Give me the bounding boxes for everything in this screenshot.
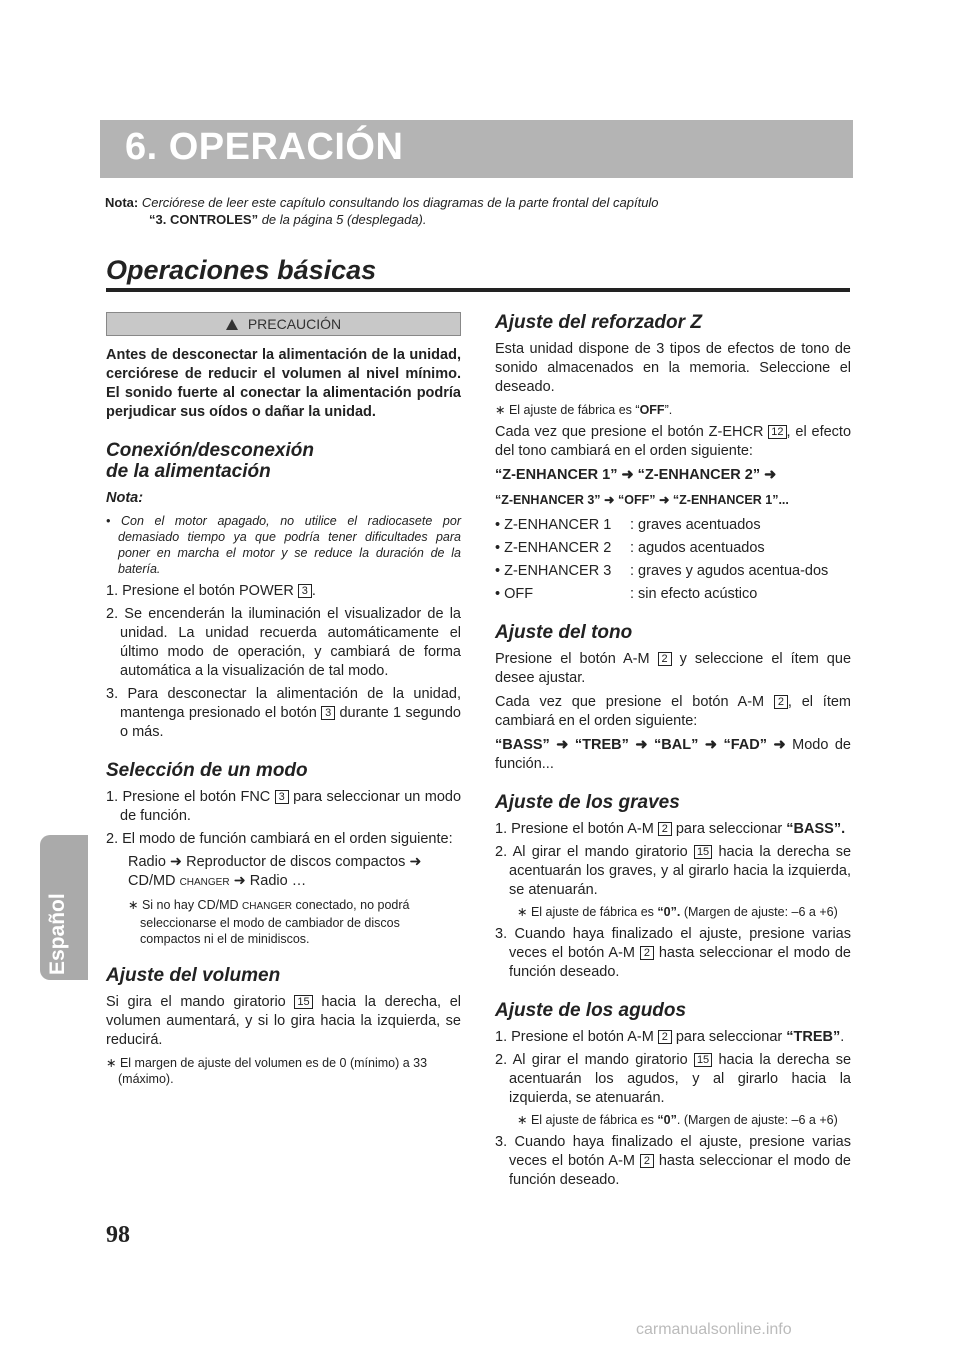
bass-step-1 (495, 820, 851, 839)
key-3-icon: 3 (298, 584, 312, 598)
right-column (495, 312, 851, 1194)
arrow-icon: ➜ (409, 854, 422, 870)
key-15-icon: 15 (694, 1053, 712, 1067)
tone-text-1b: y seleccione el ítem que desee ajustar. (495, 651, 852, 686)
bass-step-2-text: 2. Al girar el mando giratorio (495, 844, 688, 860)
power-step-3-text: 3. Para desconectar la alimentación de la unidad, mantenga presionado el botón (106, 686, 461, 721)
power-step-3 (106, 685, 461, 742)
power-step-1 (106, 582, 461, 601)
bass-step-3-text: 3. Cuando haya finalizado el ajuste, presione varias veces el botón A-M (495, 926, 851, 961)
mode-seq-changer: CHANGER (179, 877, 230, 888)
zenh-ast-end: ”. (664, 403, 673, 417)
tone-text-2 (495, 693, 851, 731)
power-note-text: • Con el motor apagado, no utilice el radiocasete por demasiado tiempo ya que podría tener dificultades para poner en marcha el motor y se reduce la duración de la batería. (106, 514, 461, 576)
note-text-1: Cerciórese de leer este capítulo consultando los diagramas de la parte frontal del capítulo (141, 195, 659, 210)
zenh-item-value: : sin efecto acústico (630, 586, 758, 602)
treble-step-2 (495, 1051, 851, 1108)
zenh-item-value: : graves acentuados (630, 517, 761, 533)
treble-ast-text: ∗ El ajuste de fábrica es (517, 1113, 654, 1127)
zenh-press (495, 423, 851, 461)
key-2-icon: 2 (640, 946, 654, 960)
treble-asterisk-note (517, 1112, 851, 1128)
treble-step-1-end: para seleccionar (675, 1029, 783, 1045)
treble-title: Ajuste de los agudos (495, 1000, 687, 1021)
note-ref: “3. CONTROLES” (149, 212, 259, 227)
volume-text (106, 993, 461, 1050)
mode-ast-text-2: conectado, no podrá seleccionarse el modo de cambiador de discos compactos ni el de minidiscos. (140, 898, 410, 946)
treble-step-2-end: hacia la derecha se acentuarán los agudos, y al girarlo hacia la izquierda, se atenuarán. (509, 1052, 852, 1106)
zenh-item-value: : agudos acentuados (630, 540, 765, 556)
zenh-ast-off: OFF (639, 403, 665, 417)
mode-seq-radio-end: Radio … (249, 873, 307, 889)
bass-ast-range: (Margen de ajuste: –6 a +6) (683, 905, 838, 919)
bass-step-2-end: hacia la derecha se acentuarán los graves, y al girarlo hacia la izquierda, se atenuarán. (509, 844, 852, 898)
mode-step-1 (106, 788, 461, 826)
caution-label: PRECAUCIÓN (247, 316, 342, 332)
mode-seq-cd: Reproductor de discos compactos (186, 854, 406, 870)
mode-step-1-end: para seleccionar un modo de función. (120, 789, 462, 824)
zenh-sequence-1: “Z-ENHANCER 1” ➜ “Z-ENHANCER 2” ➜ (495, 467, 777, 483)
bass-asterisk-note (517, 904, 851, 920)
bass-ast-text: ∗ El ajuste de fábrica es (517, 905, 654, 919)
key-2-icon: 2 (658, 822, 672, 836)
bass-step-1-text: 1. Presione el botón A-M (495, 821, 654, 837)
volume-title: Ajuste del volumen (106, 965, 281, 986)
key-3-icon: 3 (321, 706, 335, 720)
zenh-press-text: Cada vez que presione el botón Z-EHCR (495, 424, 764, 440)
bass-title: Ajuste de los graves (495, 792, 680, 813)
bass-ast-value: “0”. (657, 905, 681, 919)
key-2-icon: 2 (658, 652, 672, 666)
key-15-icon: 15 (694, 845, 712, 859)
section-rule (106, 288, 850, 292)
zenh-list-item (495, 562, 851, 581)
mode-title: Selección de un modo (106, 760, 308, 781)
treble-step-3-text: 3. Cuando haya finalizado el ajuste, presione varias veces el botón A-M (495, 1134, 851, 1169)
key-12-icon: 12 (768, 425, 786, 439)
power-note-label: Nota: (106, 490, 144, 506)
section-title: Operaciones básicas (106, 255, 377, 285)
treble-ast-range: . (Margen de ajuste: –6 a +6) (676, 1113, 838, 1127)
note-label: Nota: (105, 195, 139, 210)
bass-step-1-end: para seleccionar (675, 821, 783, 837)
bass-step-3-end: hasta seleccionar el modo de función deseado. (509, 945, 851, 980)
zenh-intro: Esta unidad dispone de 3 tipos de efectos de tono de sonido almacenados en la memoria. Seleccione el deseado. (495, 341, 851, 395)
chapter-title: 6. OPERACIÓN (125, 126, 404, 168)
key-2-icon: 2 (640, 1154, 654, 1168)
tone-seq-items: “BASS” ➜ “TREB” ➜ “BAL” ➜ “FAD” ➜ (495, 737, 786, 753)
mode-seq-radio: Radio (128, 854, 166, 870)
zenh-sequence-2: “Z-ENHANCER 3” ➜ “OFF” ➜ “Z-ENHANCER 1”... (495, 493, 789, 507)
mode-step-2: 2. El modo de función cambiará en el orden siguiente: (106, 831, 453, 847)
zenh-item-key: • Z-ENHANCER 2 (495, 540, 612, 556)
caution-text: Antes de desconectar la alimentación de la unidad, cerciórese de reducir el volumen al nivel mínimo. El sonido fuerte al conectar la alimentación podría perjudicar sus oídos o dañar la unidad. (106, 347, 461, 420)
power-step-2: 2. Se encenderán la iluminación el visualizador de la unidad. La unidad recuerda automáticamente el último modo de operación, y cambiará de forma automática a la visualización de tal modo. (106, 606, 461, 679)
caution-header (106, 312, 461, 336)
watermark: carmanualsonline.info (636, 1321, 792, 1338)
zenh-asterisk-note (495, 402, 851, 418)
power-title-line-1: Conexión/desconexión (106, 440, 314, 461)
zenh-item-key: • OFF (495, 586, 534, 602)
arrow-icon: ➜ (233, 873, 246, 889)
warning-icon (226, 319, 238, 330)
chapter-note (105, 194, 855, 228)
zenh-item-key: • Z-ENHANCER 3 (495, 563, 612, 579)
power-step-3-end: durante 1 segundo o más. (120, 705, 461, 740)
power-title-line-2: de la alimentación (106, 461, 271, 482)
tone-text-2b: , el ítem cambiará en el orden siguiente: (495, 694, 851, 729)
mode-ast-text-1: ∗ Si no hay CD/MD (128, 898, 239, 912)
bass-step-1-value: “BASS”. (786, 821, 846, 837)
treble-step-3 (495, 1133, 851, 1190)
language-side-tab (40, 835, 88, 980)
treble-step-3-end: hasta seleccionar el modo de función deseado. (509, 1153, 851, 1188)
mode-sequence (128, 853, 461, 892)
power-step-1-text: 1. Presione el botón POWER (106, 583, 294, 599)
power-title (106, 440, 461, 482)
mode-asterisk-note (128, 897, 461, 947)
volume-text-2: hacia la derecha, el volumen aumentará, y si lo gira hacia la izquierda, se reducirá. (106, 994, 462, 1048)
zenh-ast-text: ∗ El ajuste de fábrica es “ (495, 403, 640, 417)
treble-step-1 (495, 1028, 851, 1047)
left-column (106, 312, 461, 1092)
key-2-icon: 2 (774, 695, 788, 709)
page-number: 98 (106, 1222, 130, 1248)
key-15-icon: 15 (294, 995, 312, 1009)
zenh-title: Ajuste del reforzador Z (495, 312, 702, 333)
volume-text-1: Si gira el mando giratorio (106, 994, 286, 1010)
arrow-icon: ➜ (169, 854, 183, 870)
tone-title: Ajuste del tono (495, 622, 633, 643)
tone-text-1 (495, 650, 851, 688)
mode-seq-cdmd: CD/MD (128, 873, 176, 889)
treble-step-1-text: 1. Presione el botón A-M (495, 1029, 654, 1045)
note-text-2: de la página 5 (desplegada). (261, 212, 427, 227)
volume-asterisk-note: ∗ El margen de ajuste del volumen es de 0 (mínimo) a 33 (máximo). (106, 1056, 428, 1086)
mode-ast-changer: CHANGER (242, 901, 293, 912)
zenh-press-end: , el efecto del tono cambiará en el orden siguiente: (495, 424, 852, 459)
power-step-1-end: . (311, 583, 316, 599)
tone-text-2a: Cada vez que presione el botón A-M (495, 694, 765, 710)
tone-seq-tail: Modo de función... (495, 737, 852, 772)
treble-step-1-value: “TREB” (786, 1029, 841, 1045)
zenh-list-item (495, 585, 851, 604)
treble-step-1-dot: . (840, 1029, 845, 1045)
key-3-icon: 3 (275, 790, 289, 804)
zenh-list-item (495, 539, 851, 558)
mode-step-1-text: 1. Presione el botón FNC (106, 789, 271, 805)
tone-text-1a: Presione el botón A-M (495, 651, 650, 667)
side-tab-label: Español (46, 893, 69, 975)
zenh-item-key: • Z-ENHANCER 1 (495, 517, 612, 533)
tone-sequence (495, 736, 851, 774)
bass-step-2 (495, 843, 851, 900)
zenh-list-item (495, 516, 851, 535)
key-2-icon: 2 (658, 1030, 672, 1044)
zenh-item-value: : graves y agudos acentua-dos (630, 563, 829, 579)
bass-step-3 (495, 925, 851, 982)
treble-step-2-text: 2. Al girar el mando giratorio (495, 1052, 688, 1068)
chapter-banner (100, 120, 853, 178)
treble-ast-value: “0” (657, 1113, 677, 1127)
zenh-list (495, 516, 851, 604)
